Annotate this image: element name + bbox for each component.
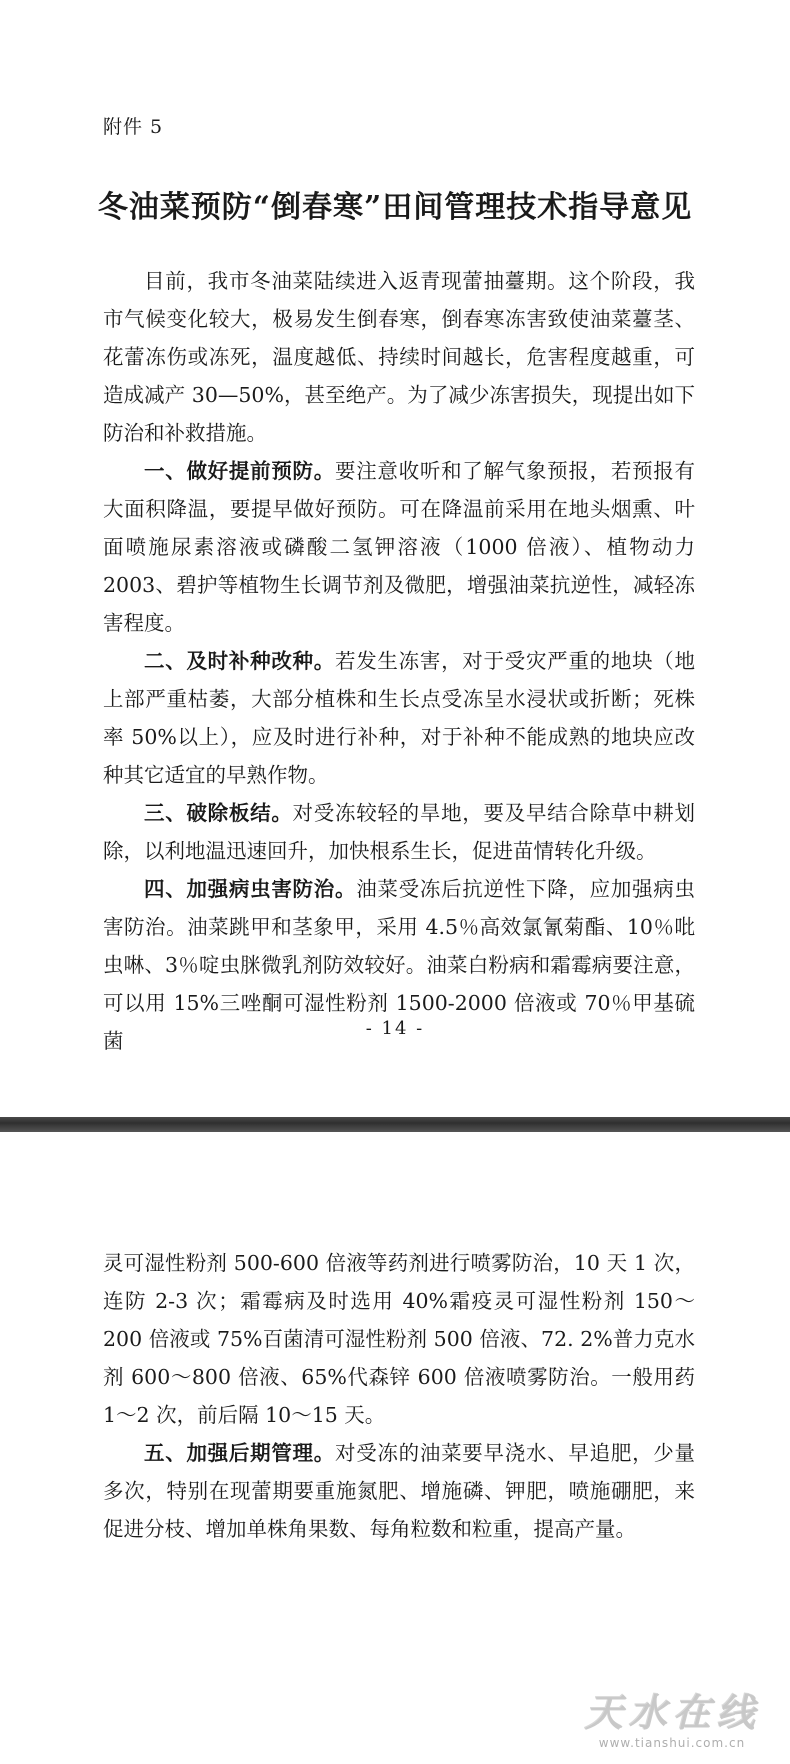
watermark-url: www.tianshui.com.cn	[598, 1736, 746, 1750]
page-2-body	[103, 1244, 695, 1548]
intro-paragraph: 目前，我市冬油菜陆续进入返青现蕾抽薹期。这个阶段，我市气候变化较大，极易发生倒春寒，倒春寒冻害致使油菜薹茎、花蕾冻伤或冻死，温度越低、持续时间越长，危害程度越重，可造成减产 30—50%，甚至绝产。为了减少冻害损失，现提出如下防治和补救措施。	[103, 269, 695, 445]
section-5-text: 对受冻的油菜要早浇水、早追肥，少量多次，特别在现蕾期要重施氮肥、增施磷、钾肥，喷施硼肥，来促进分枝、增加单株角果数、每角粒数和粒重，提高产量。	[103, 1441, 696, 1541]
section-3-paragraph	[103, 794, 695, 870]
section-4-continuation: 灵可湿性粉剂 500-600 倍液等药剂进行喷雾防治，10 天 1 次，连防 2-3 次；霜霉病及时选用 40%霜疫灵可湿性粉剂 150～200 倍液或 75%百菌清可湿性粉剂 500 倍液、72. 2%普力克水剂 600～800 倍液、65%代森锌 600 倍液喷雾防治。一般用药 1～2 次，前后隔 10～15 天。	[103, 1251, 695, 1427]
page-number: - 14 -	[365, 1018, 425, 1039]
section-5-paragraph	[103, 1434, 695, 1548]
site-watermark	[572, 1681, 772, 1750]
watermark-logo: 天水在线	[583, 1690, 760, 1734]
section-4-heading: 四、加强病虫害防治。	[144, 877, 357, 901]
section-2-text: 若发生冻害，对于受灾严重的地块（地上部严重枯萎，大部分植株和生长点受冻呈水浸状或折断；死株率 50%以上），应及时进行补种，对于补种不能成熟的地块应改种其它适宜的早熟作物。	[103, 649, 696, 787]
page-separator	[0, 1117, 790, 1132]
section-1-paragraph	[103, 452, 695, 642]
attachment-label: 附件 5	[103, 116, 164, 138]
document-title: 冬油菜预防“倒春寒”田间管理技术指导意见	[97, 190, 693, 225]
section-2-heading: 二、及时补种改种。	[144, 649, 335, 673]
page-1-body	[103, 262, 695, 1060]
section-1-heading: 一、做好提前预防。	[144, 459, 335, 483]
section-3-text: 对受冻较轻的旱地，要及早结合除草中耕划除，以利地温迅速回升，加快根系生长，促进苗情转化升级。	[103, 801, 696, 863]
section-3-heading: 三、破除板结。	[144, 801, 293, 825]
section-4-text: 油菜受冻后抗逆性下降，应加强病虫害防治。油菜跳甲和茎象甲，采用 4.5％高效氯氰菊酯、10％吡虫啉、3％啶虫脒微乳剂防效较好。油菜白粉病和霜霉病要注意，可以用 15%三唑酮可湿性粉剂 1500-2000 倍液或 70％甲基硫菌	[103, 877, 696, 1053]
section-2-paragraph	[103, 642, 695, 794]
section-1-text: 要注意收听和了解气象预报，若预报有大面积降温，要提早做好预防。可在降温前采用在地头烟熏、叶面喷施尿素溶液或磷酸二氢钾溶液（1000 倍液）、植物动力 2003、碧护等植物生长调节剂及微肥，增强油菜抗逆性，减轻冻害程度。	[103, 459, 696, 635]
section-5-heading: 五、加强后期管理。	[144, 1441, 335, 1465]
